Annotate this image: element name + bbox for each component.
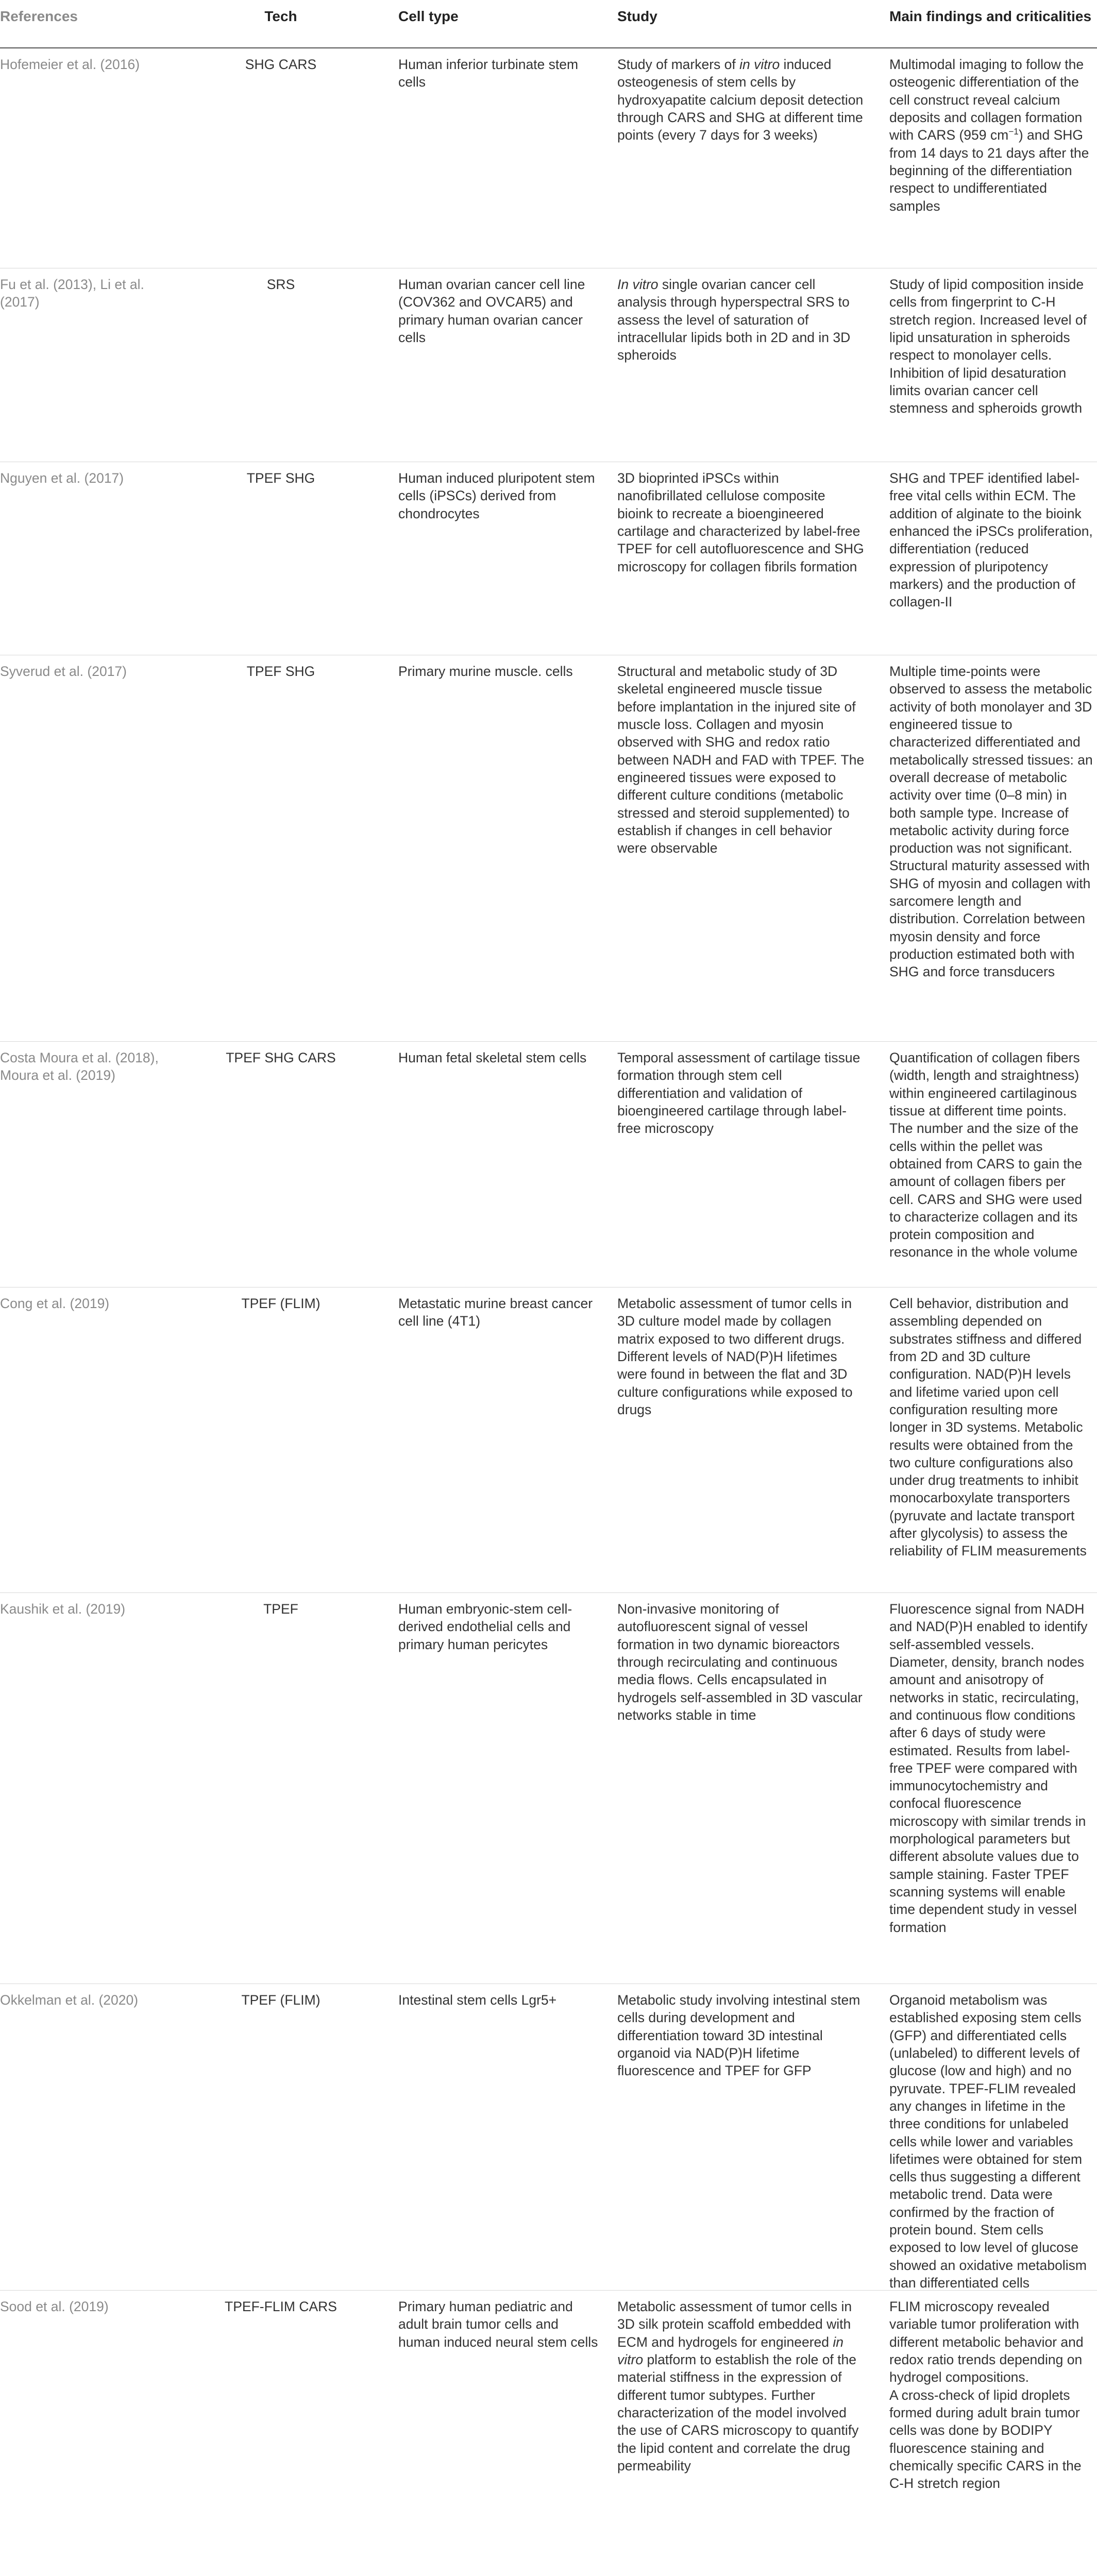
cell-reference[interactable]: Hofemeier et al. (2016): [0, 57, 140, 72]
cell-tech: TPEF-FLIM CARS: [225, 2299, 337, 2314]
header-study: Study: [617, 8, 657, 24]
table-row: [0, 462, 1097, 655]
cell-cell-type: Human fetal skeletal stem cells: [398, 1050, 587, 1065]
cell-tech: TPEF SHG CARS: [226, 1050, 336, 1065]
cell-reference[interactable]: Costa Moura et al. (2018), Moura et al. (2019): [0, 1050, 159, 1083]
table-header: [0, 0, 1097, 48]
table-row: [0, 1287, 1097, 1593]
cell-main-findings: Study of lipid composition inside cells from fingerprint to C-H stretch region. Increased level of lipid unsaturation in spheroids respect to monolayer cells. Inhibition of lipid desaturation limits ovarian cancer cell stemness and spheroids growth: [889, 277, 1087, 416]
cell-study: 3D bioprinted iPSCs within nanofibrillated cellulose composite bioink to recreate a bioengineered cartilage and characterized by label-free TPEF for cell autofluorescence and SHG microscopy for collagen fibrils formation: [617, 470, 864, 574]
table-row: [0, 268, 1097, 462]
cell-reference[interactable]: Nguyen et al. (2017): [0, 470, 124, 486]
header-tech: Tech: [264, 8, 297, 24]
cell-tech: TPEF: [263, 1601, 298, 1617]
header-main-findings: Main findings and criticalities: [889, 8, 1092, 24]
cell-tech: TPEF (FLIM): [241, 1992, 320, 2008]
cell-main-findings: FLIM microscopy revealed variable tumor proliferation with different metabolic behavior and redox ratio trends depending on hydrogel compositions. A cross-check of lipid droplets formed during adult brain tumor cells was done by BODIPY fluorescence staining and chemically specific CARS in the C-H stretch region: [889, 2299, 1084, 2492]
cell-reference[interactable]: Fu et al. (2013), Li et al. (2017): [0, 277, 144, 310]
cell-study: Metabolic study involving intestinal stem cells during development and differentiation toward 3D intestinal organoid via NAD(P)H lifetime fluorescence and TPEF for GFP: [617, 1992, 860, 2079]
cell-main-findings: Fluorescence signal from NADH and NAD(P)H enabled to identify self-assembled vessels. Diameter, density, branch nodes amount and anisotropy of networks in static, recirculating, and continuous flow conditions after 6 days of study were estimated. Results from label-free TPEF were compared with immunocytochemistry and confocal fluorescence microscopy with similar trends in morphological parameters but different absolute values due to sample staining. Faster TPEF scanning systems will enable time dependent study in vessel formation: [889, 1601, 1088, 1935]
cell-tech: SHG CARS: [245, 57, 317, 72]
cell-main-findings: Organoid metabolism was established exposing stem cells (GFP) and differentiated cells (unlabeled) to different levels of glucose (low and high) and no pyruvate. TPEF-FLIM revealed any changes in lifetime in the three conditions for unlabeled cells while lower and variables lifetimes were obtained for stem cells thus suggesting a different metabolic trend. Data were confirmed by the fraction of protein bound. Stem cells exposed to low level of glucose showed an oxidative metabolism than differentiated cells: [889, 1992, 1087, 2291]
cell-study: Temporal assessment of cartilage tissue formation through stem cell differentiation and validation of bioengineered cartilage through label-free microscopy: [617, 1050, 860, 1137]
cell-tech: SRS: [266, 277, 295, 292]
cell-cell-type: Metastatic murine breast cancer cell line (4T1): [398, 1296, 593, 1329]
cell-main-findings: Multimodal imaging to follow the osteogenic differentiation of the cell construct reveal calcium deposits and collagen formation with CARS (959 $cm^{-1}$) and SHG from 14 days to 21 days after the beginning of the differentiation respect to undifferentiated samples: [889, 57, 1089, 214]
cell-study: Study of markers of in vitro induced osteogenesis of stem cells by hydroxyapatite calcium deposit detection through CARS and SHG at different time points (every 7 days for 3 weeks): [617, 57, 864, 143]
cell-study: In vitro single ovarian cancer cell analysis through hyperspectral SRS to assess the level of saturation of intracellular lipids both in 2D and in 3D spheroids: [617, 277, 851, 363]
table-row: [0, 1042, 1097, 1287]
cell-reference[interactable]: Kaushik et al. (2019): [0, 1601, 126, 1617]
table-row: [0, 655, 1097, 1042]
cell-cell-type: Human ovarian cancer cell line (COV362 and OVCAR5) and primary human ovarian cancer cells: [398, 277, 585, 345]
table-row: [0, 2291, 1097, 2576]
table-row: [0, 1593, 1097, 1984]
cell-main-findings: Multiple time-points were observed to assess the metabolic activity of both monolayer and 3D engineered tissue to characterized differentiated and metabolically stressed tissues: an overall decrease of metabolic activity over time (0–8 min) in both sample type. Increase of metabolic activity during force production was not significant. Structural maturity assessed with SHG of myosin and collagen with sarcomere length and distribution. Correlation between myosin density and force production estimated both with SHG and force transducers: [889, 664, 1093, 980]
cell-cell-type: Primary human pediatric and adult brain tumor cells and human induced neural stem cells: [398, 2299, 598, 2350]
cell-study: Metabolic assessment of tumor cells in 3D culture model made by collagen matrix exposed to two different drugs. Different levels of NAD(P)H lifetimes were found in between the flat and 3D culture configurations while exposed to drugs: [617, 1296, 853, 1417]
cell-cell-type: Human induced pluripotent stem cells (iPSCs) derived from chondrocytes: [398, 470, 595, 521]
cell-tech: TPEF SHG: [246, 664, 315, 679]
table-row: [0, 48, 1097, 268]
cell-reference[interactable]: Okkelman et al. (2020): [0, 1992, 139, 2008]
header-references: References: [0, 8, 78, 24]
cell-cell-type: Human embryonic-stem cell-derived endothelial cells and primary human pericytes: [398, 1601, 572, 1652]
cell-study: Non-invasive monitoring of autofluorescent signal of vessel formation in two dynamic bioreactors through recirculating and continuous media flows. Cells encapsulated in hydrogels self-assembled in 3D vascular networks stable in time: [617, 1601, 863, 1723]
cell-study: Metabolic assessment of tumor cells in 3D silk protein scaffold embedded with ECM and hydrogels for engineered in vitro platform to establish the role of the material stiffness in the expression of different tumor subtypes. Further characterization of the model involved the use of CARS microscopy to quantify the lipid content and correlate the drug permeability: [617, 2299, 859, 2473]
cell-cell-type: Primary murine muscle. cells: [398, 664, 573, 679]
cell-reference[interactable]: Cong et al. (2019): [0, 1296, 110, 1311]
cell-tech: TPEF SHG: [246, 470, 315, 486]
cell-main-findings: SHG and TPEF identified label-free vital cells within ECM. The addition of alginate to the bioink enhanced the iPSCs proliferation, differentiation (reduced expression of pluripotency markers) and the production of collagen-II: [889, 470, 1093, 610]
cell-cell-type: Intestinal stem cells Lgr5+: [398, 1992, 557, 2008]
cell-main-findings: Quantification of collagen fibers (width, length and straightness) within engineered cartilaginous tissue at different time points. The number and the size of the cells within the pellet was obtained from CARS to gain the amount of collagen fibers per cell. CARS and SHG were used to characterize collagen and its protein composition and resonance in the whole volume: [889, 1050, 1083, 1260]
header-cell-type: Cell type: [398, 8, 459, 24]
cell-cell-type: Human inferior turbinate stem cells: [398, 57, 579, 90]
table-row: [0, 1984, 1097, 2291]
cell-reference[interactable]: Sood et al. (2019): [0, 2299, 109, 2314]
cell-main-findings: Cell behavior, distribution and assembling depended on substrates stiffness and differed from 2D and 3D culture configuration. NAD(P)H levels and lifetime varied upon cell configuration resulting more longer in 3D systems. Metabolic results were obtained from the two culture configurations also under drug treatments to inhibit monocarboxylate transporters (pyruvate and lactate transport after glycolysis) to assess the reliability of FLIM measurements: [889, 1296, 1087, 1559]
cell-reference[interactable]: Syverud et al. (2017): [0, 664, 127, 679]
cell-tech: TPEF (FLIM): [241, 1296, 320, 1311]
cell-study: Structural and metabolic study of 3D skeletal engineered muscle tissue before implantation in the injured site of muscle loss. Collagen and myosin observed with SHG and redox ratio between NADH and FAD with TPEF. The engineered tissues were exposed to different culture conditions (metabolic stressed and steroid supplemented) to establish if changes in cell behavior were observable: [617, 664, 865, 856]
